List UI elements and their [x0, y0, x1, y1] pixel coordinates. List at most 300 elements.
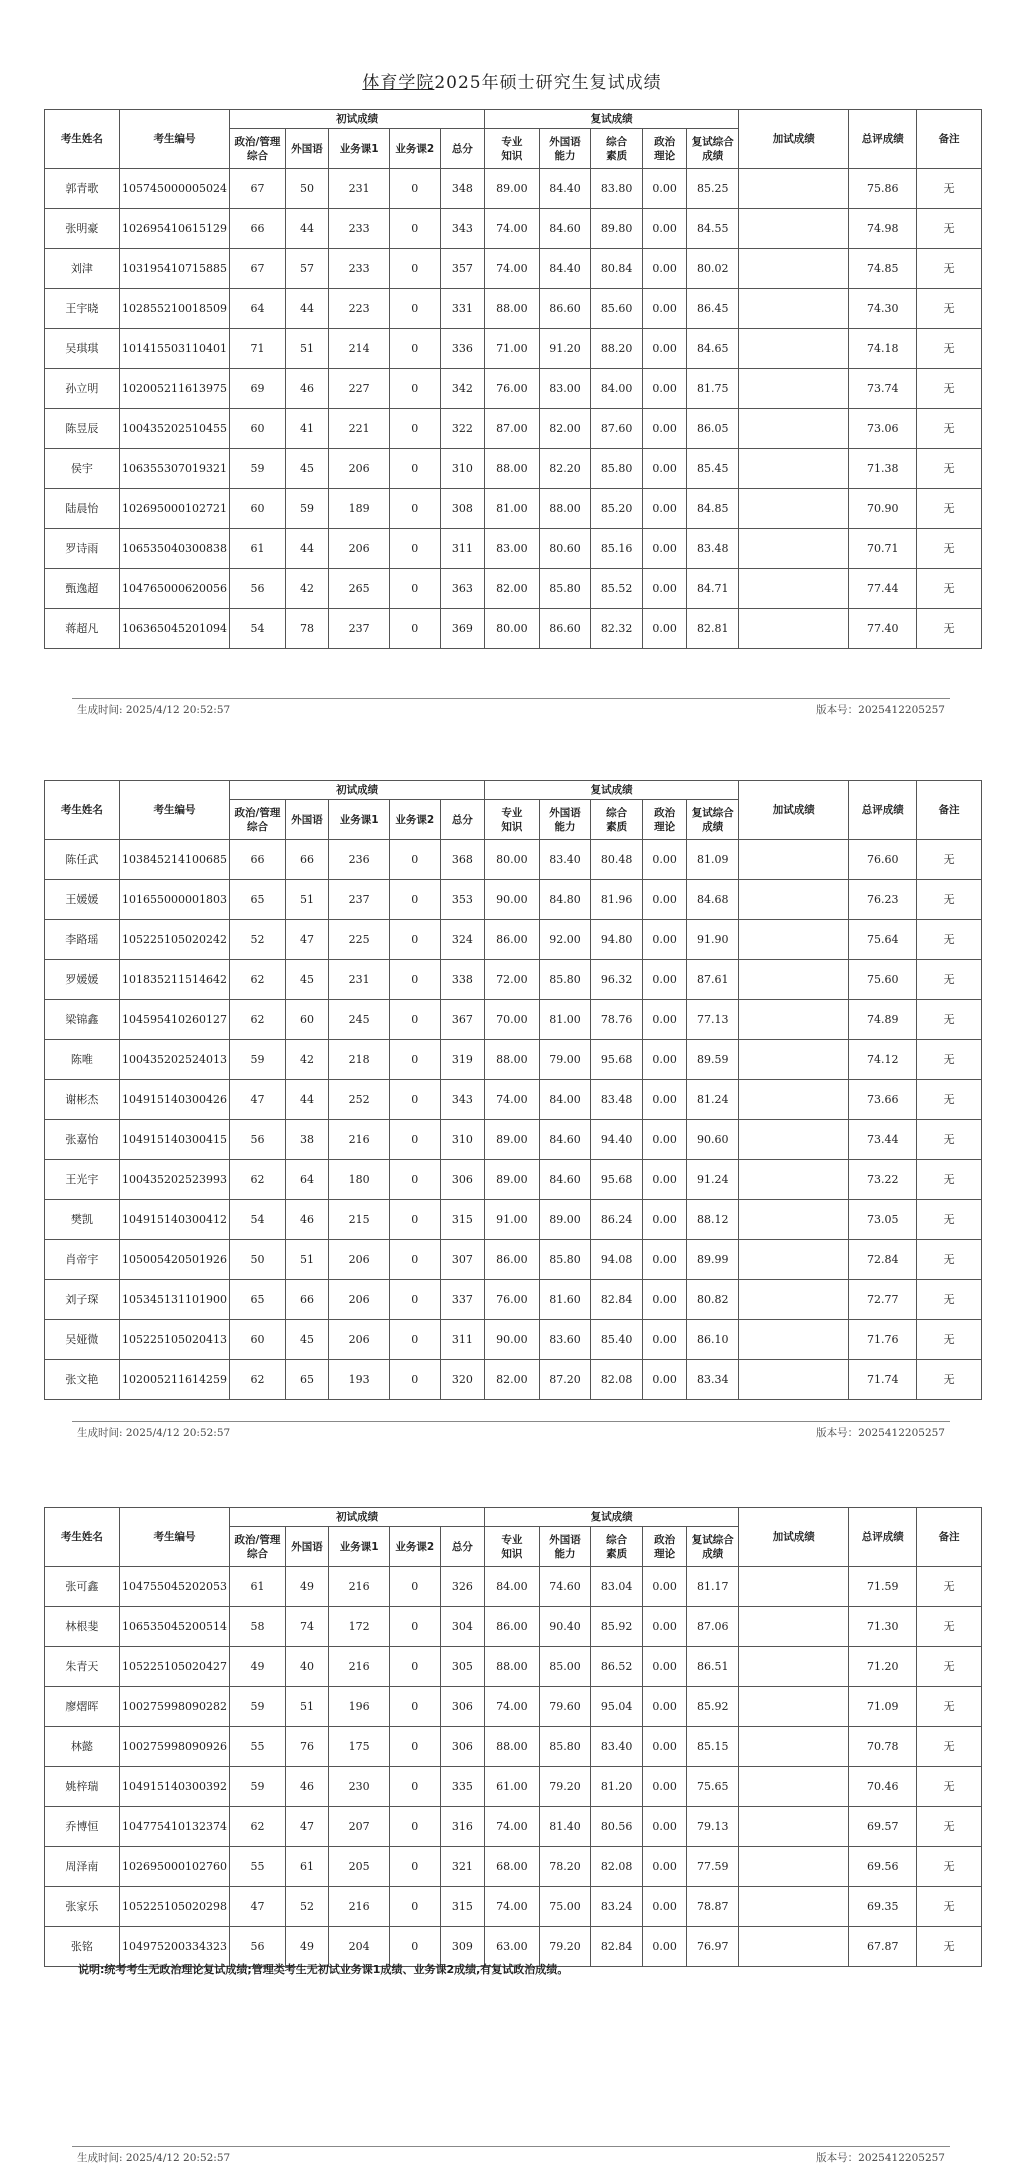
- cell-foreign-language: 44: [285, 529, 329, 569]
- cell-comprehensive-quality: 83.80: [591, 169, 643, 209]
- cell-initial-total: 310: [440, 449, 485, 489]
- cell-professional-knowledge: 74.00: [485, 1687, 540, 1727]
- col-header-retest-scores: 复试成绩: [485, 1508, 739, 1527]
- cell-name: 廖熠晖: [45, 1687, 120, 1727]
- score-table: [44, 109, 982, 649]
- cell-exam-id: 100435202510455: [119, 409, 229, 449]
- col-header-remark: 备注: [917, 1508, 982, 1567]
- cell-politics-mgmt: 59: [230, 1767, 286, 1807]
- cell-exam-id: 104915140300412: [119, 1200, 229, 1240]
- table-row: [45, 209, 982, 249]
- col-header-overall-score: 总评成绩: [849, 781, 917, 840]
- cell-comprehensive-quality: 94.40: [591, 1120, 643, 1160]
- cell-overall-score: 73.44: [849, 1120, 917, 1160]
- page-title: 体育学院2025年硕士研究生复试成绩: [362, 73, 662, 93]
- cell-course-2: 0: [389, 1320, 440, 1360]
- table-row: [45, 1567, 982, 1607]
- cell-retest-total: 81.75: [687, 369, 739, 409]
- cell-initial-total: 316: [440, 1807, 485, 1847]
- cell-extra-score: [739, 1807, 849, 1847]
- cell-overall-score: 75.64: [849, 920, 917, 960]
- cell-comprehensive-quality: 86.24: [591, 1200, 643, 1240]
- cell-foreign-language: 51: [285, 880, 329, 920]
- cell-exam-id: 102695000102721: [119, 489, 229, 529]
- cell-retest-total: 77.59: [687, 1847, 739, 1887]
- cell-overall-score: 71.38: [849, 449, 917, 489]
- cell-retest-total: 84.85: [687, 489, 739, 529]
- cell-name: 姚梓瑞: [45, 1767, 120, 1807]
- cell-language-ability: 84.40: [539, 249, 591, 289]
- cell-exam-id: 105225105020298: [119, 1887, 229, 1927]
- cell-initial-total: 321: [440, 1847, 485, 1887]
- table-row: [45, 920, 982, 960]
- cell-language-ability: 84.00: [539, 1080, 591, 1120]
- cell-overall-score: 71.09: [849, 1687, 917, 1727]
- col-header-initial-total: 总分: [440, 1527, 485, 1567]
- cell-professional-knowledge: 90.00: [485, 1320, 540, 1360]
- cell-comprehensive-quality: 85.60: [591, 289, 643, 329]
- col-header-professional-knowledge: 专业 知识: [485, 800, 540, 840]
- cell-comprehensive-quality: 80.48: [591, 840, 643, 880]
- cell-name: 郭青歌: [45, 169, 120, 209]
- cell-political-theory: 0.00: [642, 569, 687, 609]
- cell-course-2: 0: [389, 1847, 440, 1887]
- cell-remark: 无: [917, 1887, 982, 1927]
- cell-professional-knowledge: 86.00: [485, 1240, 540, 1280]
- cell-professional-knowledge: 88.00: [485, 449, 540, 489]
- cell-remark: 无: [917, 289, 982, 329]
- cell-comprehensive-quality: 85.52: [591, 569, 643, 609]
- cell-remark: 无: [917, 1000, 982, 1040]
- col-header-course-2: 业务课2: [389, 129, 440, 169]
- cell-foreign-language: 66: [285, 1280, 329, 1320]
- cell-foreign-language: 45: [285, 1320, 329, 1360]
- cell-course-1: 245: [329, 1000, 390, 1040]
- cell-course-1: 223: [329, 289, 390, 329]
- cell-overall-score: 71.30: [849, 1607, 917, 1647]
- cell-language-ability: 81.40: [539, 1807, 591, 1847]
- header-row-top: [45, 1508, 982, 1527]
- cell-course-1: 216: [329, 1567, 390, 1607]
- cell-course-2: 0: [389, 880, 440, 920]
- cell-language-ability: 79.60: [539, 1687, 591, 1727]
- cell-name: 罗媛媛: [45, 960, 120, 1000]
- cell-course-1: 227: [329, 369, 390, 409]
- cell-political-theory: 0.00: [642, 1160, 687, 1200]
- cell-foreign-language: 51: [285, 329, 329, 369]
- table-row: [45, 1767, 982, 1807]
- cell-course-2: 0: [389, 1120, 440, 1160]
- cell-retest-total: 81.24: [687, 1080, 739, 1120]
- col-header-comprehensive-quality: 综合 素质: [591, 1527, 643, 1567]
- cell-initial-total: 369: [440, 609, 485, 649]
- cell-exam-id: 100275998090926: [119, 1727, 229, 1767]
- cell-overall-score: 75.86: [849, 169, 917, 209]
- cell-language-ability: 84.40: [539, 169, 591, 209]
- cell-overall-score: 74.18: [849, 329, 917, 369]
- cell-extra-score: [739, 209, 849, 249]
- col-header-political-theory: 政治 理论: [642, 800, 687, 840]
- cell-foreign-language: 76: [285, 1727, 329, 1767]
- cell-initial-total: 324: [440, 920, 485, 960]
- cell-course-1: 204: [329, 1927, 390, 1967]
- table-row: [45, 1807, 982, 1847]
- cell-overall-score: 67.87: [849, 1927, 917, 1967]
- version-number: 版本号：2025412205257: [816, 704, 945, 716]
- cell-foreign-language: 45: [285, 449, 329, 489]
- cell-name: 谢彬杰: [45, 1080, 120, 1120]
- table-row: [45, 489, 982, 529]
- cell-overall-score: 73.05: [849, 1200, 917, 1240]
- cell-course-1: 237: [329, 880, 390, 920]
- cell-exam-id: 104775410132374: [119, 1807, 229, 1847]
- cell-course-2: 0: [389, 960, 440, 1000]
- cell-course-2: 0: [389, 249, 440, 289]
- cell-course-1: 189: [329, 489, 390, 529]
- cell-comprehensive-quality: 81.96: [591, 880, 643, 920]
- cell-overall-score: 70.71: [849, 529, 917, 569]
- cell-extra-score: [739, 369, 849, 409]
- cell-exam-id: 104975200334323: [119, 1927, 229, 1967]
- cell-initial-total: 357: [440, 249, 485, 289]
- cell-initial-total: 335: [440, 1767, 485, 1807]
- cell-name: 侯宇: [45, 449, 120, 489]
- cell-remark: 无: [917, 920, 982, 960]
- cell-politics-mgmt: 66: [230, 840, 286, 880]
- cell-politics-mgmt: 59: [230, 449, 286, 489]
- cell-politics-mgmt: 60: [230, 409, 286, 449]
- cell-foreign-language: 61: [285, 1847, 329, 1887]
- cell-name: 刘子琛: [45, 1280, 120, 1320]
- cell-politics-mgmt: 55: [230, 1847, 286, 1887]
- cell-remark: 无: [917, 1847, 982, 1887]
- cell-comprehensive-quality: 85.16: [591, 529, 643, 569]
- cell-course-1: 206: [329, 529, 390, 569]
- cell-overall-score: 76.23: [849, 880, 917, 920]
- cell-course-2: 0: [389, 369, 440, 409]
- cell-politics-mgmt: 47: [230, 1887, 286, 1927]
- cell-course-1: 193: [329, 1360, 390, 1400]
- cell-foreign-language: 41: [285, 409, 329, 449]
- table-row: [45, 960, 982, 1000]
- cell-remark: 无: [917, 1727, 982, 1767]
- cell-overall-score: 74.85: [849, 249, 917, 289]
- cell-politics-mgmt: 64: [230, 289, 286, 329]
- col-header-retest-total: 复试综合 成绩: [687, 129, 739, 169]
- cell-foreign-language: 51: [285, 1240, 329, 1280]
- cell-extra-score: [739, 1607, 849, 1647]
- cell-politics-mgmt: 71: [230, 329, 286, 369]
- table-row: [45, 1887, 982, 1927]
- cell-course-2: 0: [389, 489, 440, 529]
- cell-name: 陆晨怡: [45, 489, 120, 529]
- cell-retest-total: 83.34: [687, 1360, 739, 1400]
- cell-remark: 无: [917, 329, 982, 369]
- cell-course-1: 252: [329, 1080, 390, 1120]
- cell-political-theory: 0.00: [642, 1887, 687, 1927]
- cell-language-ability: 75.00: [539, 1887, 591, 1927]
- cell-comprehensive-quality: 85.80: [591, 449, 643, 489]
- cell-language-ability: 86.60: [539, 609, 591, 649]
- score-table: [44, 1507, 982, 1967]
- cell-extra-score: [739, 409, 849, 449]
- cell-political-theory: 0.00: [642, 249, 687, 289]
- cell-course-1: 265: [329, 569, 390, 609]
- cell-language-ability: 79.20: [539, 1767, 591, 1807]
- cell-overall-score: 77.44: [849, 569, 917, 609]
- cell-exam-id: 106535040300838: [119, 529, 229, 569]
- col-header-professional-knowledge: 专业 知识: [485, 1527, 540, 1567]
- cell-political-theory: 0.00: [642, 1607, 687, 1647]
- cell-name: 蒋超凡: [45, 609, 120, 649]
- cell-foreign-language: 64: [285, 1160, 329, 1200]
- cell-retest-total: 86.10: [687, 1320, 739, 1360]
- cell-course-1: 196: [329, 1687, 390, 1727]
- cell-language-ability: 86.60: [539, 289, 591, 329]
- cell-retest-total: 81.17: [687, 1567, 739, 1607]
- cell-course-1: 230: [329, 1767, 390, 1807]
- col-header-politics-mgmt: 政治/管理 综合: [230, 1527, 286, 1567]
- cell-extra-score: [739, 1927, 849, 1967]
- cell-exam-id: 103845214100685: [119, 840, 229, 880]
- cell-foreign-language: 46: [285, 1200, 329, 1240]
- cell-exam-id: 102695000102760: [119, 1847, 229, 1887]
- page-footer-1: [72, 698, 950, 715]
- col-header-foreign-language: 外国语: [285, 800, 329, 840]
- cell-political-theory: 0.00: [642, 489, 687, 529]
- cell-overall-score: 72.77: [849, 1280, 917, 1320]
- cell-course-2: 0: [389, 1280, 440, 1320]
- cell-initial-total: 304: [440, 1607, 485, 1647]
- col-header-language-ability: 外国语 能力: [539, 1527, 591, 1567]
- cell-retest-total: 81.09: [687, 840, 739, 880]
- table-row: [45, 1120, 982, 1160]
- cell-language-ability: 84.60: [539, 1160, 591, 1200]
- cell-initial-total: 342: [440, 369, 485, 409]
- cell-exam-id: 101835211514642: [119, 960, 229, 1000]
- cell-initial-total: 315: [440, 1200, 485, 1240]
- table-row: [45, 1200, 982, 1240]
- cell-course-2: 0: [389, 920, 440, 960]
- col-header-initial-total: 总分: [440, 129, 485, 169]
- explanation-note: 说明:统考考生无政治理论复试成绩;管理类考生无初试业务课1成绩、业务课2成绩,有复试政治成绩。: [78, 1963, 569, 1976]
- cell-professional-knowledge: 74.00: [485, 1887, 540, 1927]
- table-row: [45, 1080, 982, 1120]
- cell-course-2: 0: [389, 1927, 440, 1967]
- cell-initial-total: 363: [440, 569, 485, 609]
- cell-course-1: 205: [329, 1847, 390, 1887]
- cell-comprehensive-quality: 82.32: [591, 609, 643, 649]
- cell-language-ability: 87.20: [539, 1360, 591, 1400]
- cell-retest-total: 88.12: [687, 1200, 739, 1240]
- cell-politics-mgmt: 65: [230, 880, 286, 920]
- cell-foreign-language: 40: [285, 1647, 329, 1687]
- cell-retest-total: 80.82: [687, 1280, 739, 1320]
- cell-name: 吴娅微: [45, 1320, 120, 1360]
- col-header-remark: 备注: [917, 110, 982, 169]
- cell-retest-total: 84.71: [687, 569, 739, 609]
- cell-politics-mgmt: 54: [230, 609, 286, 649]
- cell-political-theory: 0.00: [642, 1727, 687, 1767]
- cell-course-2: 0: [389, 1607, 440, 1647]
- cell-initial-total: 315: [440, 1887, 485, 1927]
- cell-name: 吴琪琪: [45, 329, 120, 369]
- table-row: [45, 1727, 982, 1767]
- cell-politics-mgmt: 62: [230, 1360, 286, 1400]
- cell-overall-score: 74.89: [849, 1000, 917, 1040]
- cell-extra-score: [739, 1160, 849, 1200]
- cell-course-1: 214: [329, 329, 390, 369]
- cell-comprehensive-quality: 83.04: [591, 1567, 643, 1607]
- cell-initial-total: 311: [440, 529, 485, 569]
- cell-name: 林根斐: [45, 1607, 120, 1647]
- cell-initial-total: 308: [440, 489, 485, 529]
- cell-initial-total: 343: [440, 1080, 485, 1120]
- cell-initial-total: 306: [440, 1687, 485, 1727]
- cell-remark: 无: [917, 369, 982, 409]
- cell-overall-score: 73.22: [849, 1160, 917, 1200]
- cell-political-theory: 0.00: [642, 1567, 687, 1607]
- cell-political-theory: 0.00: [642, 169, 687, 209]
- cell-extra-score: [739, 960, 849, 1000]
- cell-comprehensive-quality: 86.52: [591, 1647, 643, 1687]
- cell-exam-id: 105225105020427: [119, 1647, 229, 1687]
- cell-initial-total: 307: [440, 1240, 485, 1280]
- cell-extra-score: [739, 1120, 849, 1160]
- cell-professional-knowledge: 81.00: [485, 489, 540, 529]
- col-header-name: 考生姓名: [45, 1508, 120, 1567]
- col-header-language-ability: 外国语 能力: [539, 800, 591, 840]
- cell-comprehensive-quality: 83.24: [591, 1887, 643, 1927]
- cell-remark: 无: [917, 209, 982, 249]
- cell-overall-score: 73.06: [849, 409, 917, 449]
- cell-course-2: 0: [389, 1080, 440, 1120]
- cell-language-ability: 79.00: [539, 1040, 591, 1080]
- cell-political-theory: 0.00: [642, 289, 687, 329]
- cell-name: 周泽南: [45, 1847, 120, 1887]
- generated-time: 生成时间: 2025/4/12 20:52:57: [77, 1427, 231, 1439]
- cell-politics-mgmt: 49: [230, 1647, 286, 1687]
- cell-political-theory: 0.00: [642, 529, 687, 569]
- cell-exam-id: 106365045201094: [119, 609, 229, 649]
- cell-initial-total: 320: [440, 1360, 485, 1400]
- cell-name: 陈昱辰: [45, 409, 120, 449]
- col-header-name: 考生姓名: [45, 781, 120, 840]
- cell-course-1: 236: [329, 840, 390, 880]
- cell-comprehensive-quality: 88.20: [591, 329, 643, 369]
- table-row: [45, 609, 982, 649]
- cell-foreign-language: 78: [285, 609, 329, 649]
- table-row: [45, 1320, 982, 1360]
- cell-professional-knowledge: 82.00: [485, 569, 540, 609]
- cell-language-ability: 91.20: [539, 329, 591, 369]
- cell-language-ability: 92.00: [539, 920, 591, 960]
- cell-comprehensive-quality: 94.80: [591, 920, 643, 960]
- cell-course-1: 216: [329, 1647, 390, 1687]
- cell-course-1: 175: [329, 1727, 390, 1767]
- cell-remark: 无: [917, 840, 982, 880]
- cell-remark: 无: [917, 1080, 982, 1120]
- cell-initial-total: 306: [440, 1160, 485, 1200]
- col-header-overall-score: 总评成绩: [849, 1508, 917, 1567]
- cell-foreign-language: 59: [285, 489, 329, 529]
- cell-foreign-language: 47: [285, 920, 329, 960]
- cell-course-1: 206: [329, 1280, 390, 1320]
- cell-professional-knowledge: 76.00: [485, 369, 540, 409]
- cell-remark: 无: [917, 1240, 982, 1280]
- cell-political-theory: 0.00: [642, 409, 687, 449]
- cell-retest-total: 86.51: [687, 1647, 739, 1687]
- cell-exam-id: 105745000005024: [119, 169, 229, 209]
- table-row: [45, 1360, 982, 1400]
- cell-extra-score: [739, 489, 849, 529]
- cell-foreign-language: 50: [285, 169, 329, 209]
- cell-extra-score: [739, 449, 849, 489]
- cell-remark: 无: [917, 409, 982, 449]
- cell-comprehensive-quality: 83.48: [591, 1080, 643, 1120]
- cell-overall-score: 73.74: [849, 369, 917, 409]
- cell-retest-total: 77.13: [687, 1000, 739, 1040]
- cell-professional-knowledge: 84.00: [485, 1567, 540, 1607]
- cell-retest-total: 85.92: [687, 1687, 739, 1727]
- cell-retest-total: 82.81: [687, 609, 739, 649]
- generated-time: 生成时间: 2025/4/12 20:52:57: [77, 704, 231, 716]
- cell-exam-id: 101655000001803: [119, 880, 229, 920]
- cell-remark: 无: [917, 1927, 982, 1967]
- cell-initial-total: 368: [440, 840, 485, 880]
- cell-exam-id: 104755045202053: [119, 1567, 229, 1607]
- cell-extra-score: [739, 289, 849, 329]
- cell-extra-score: [739, 840, 849, 880]
- cell-language-ability: 88.00: [539, 489, 591, 529]
- cell-politics-mgmt: 56: [230, 569, 286, 609]
- cell-remark: 无: [917, 249, 982, 289]
- cell-course-2: 0: [389, 1647, 440, 1687]
- cell-course-2: 0: [389, 1200, 440, 1240]
- cell-name: 朱青天: [45, 1647, 120, 1687]
- cell-remark: 无: [917, 1200, 982, 1240]
- cell-course-2: 0: [389, 209, 440, 249]
- cell-course-1: 218: [329, 1040, 390, 1080]
- col-header-course-2: 业务课2: [389, 800, 440, 840]
- cell-foreign-language: 42: [285, 1040, 329, 1080]
- cell-professional-knowledge: 88.00: [485, 1727, 540, 1767]
- cell-language-ability: 80.60: [539, 529, 591, 569]
- cell-political-theory: 0.00: [642, 1687, 687, 1727]
- cell-exam-id: 102855210018509: [119, 289, 229, 329]
- cell-professional-knowledge: 88.00: [485, 1647, 540, 1687]
- cell-initial-total: 337: [440, 1280, 485, 1320]
- cell-retest-total: 86.45: [687, 289, 739, 329]
- cell-remark: 无: [917, 1567, 982, 1607]
- cell-retest-total: 84.55: [687, 209, 739, 249]
- cell-retest-total: 85.45: [687, 449, 739, 489]
- cell-extra-score: [739, 569, 849, 609]
- cell-comprehensive-quality: 89.80: [591, 209, 643, 249]
- cell-course-2: 0: [389, 1567, 440, 1607]
- col-header-initial-scores: 初试成绩: [230, 110, 485, 129]
- cell-course-2: 0: [389, 1360, 440, 1400]
- cell-comprehensive-quality: 81.20: [591, 1767, 643, 1807]
- cell-remark: 无: [917, 1607, 982, 1647]
- cell-comprehensive-quality: 82.84: [591, 1927, 643, 1967]
- cell-overall-score: 71.74: [849, 1360, 917, 1400]
- cell-name: 乔博恒: [45, 1807, 120, 1847]
- cell-course-2: 0: [389, 1727, 440, 1767]
- col-header-initial-total: 总分: [440, 800, 485, 840]
- cell-language-ability: 83.00: [539, 369, 591, 409]
- cell-professional-knowledge: 74.00: [485, 249, 540, 289]
